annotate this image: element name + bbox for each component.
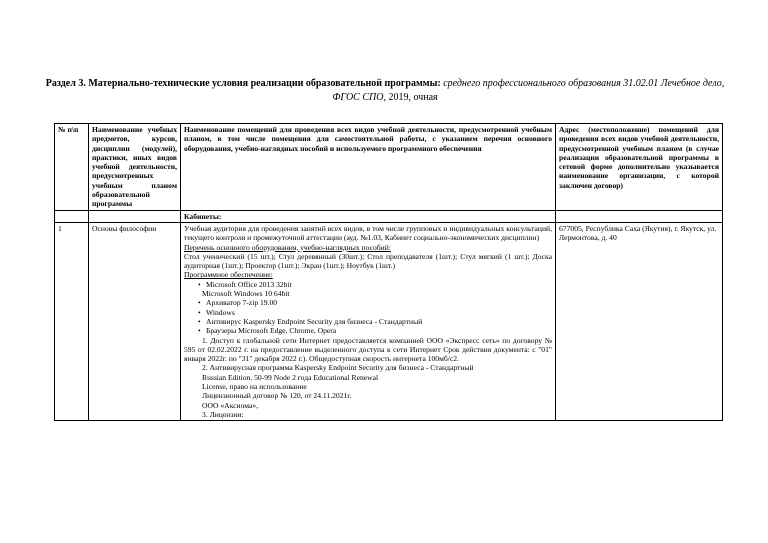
software-archiver: • Архиватор 7-zip 19.00 bbox=[184, 298, 552, 307]
row-rooms-cell bbox=[181, 222, 556, 420]
software-windows: • Windows bbox=[184, 308, 552, 317]
equipment-heading: Перечень основного оборудования, учебно-наглядных пособий: bbox=[184, 242, 391, 252]
antivirus-vendor: ООО «Аксиома», bbox=[202, 400, 259, 410]
title-program: среднего профессионального образования 31.02.01 Лечебное дело, ФГОС СПО, bbox=[332, 78, 725, 103]
internet-access-item: 1. Доступ к глобальной сети Интернет предоставляется компанией ООО «Экспресс сеть» по договору № 595 от 02.02.2022 г. на предоставление выделенного доступа к сети Интернет Срок действия документа: с "01" января 2022г. по "31" декабря 2022 г.). Общедоступная скорость интернета 100мб/с2. bbox=[184, 335, 552, 364]
title-bold: Раздел 3. Материально-технические условия реализации образовательной программы: bbox=[45, 78, 441, 89]
equipment-list: Стол ученический (15 шт.); Стул деревянный (30шт.); Стол преподавателя (1шт.); Стул мягкий (1 шт.); Доска аудиторная (1шт.); Проектор (1шт.); Экран (1шт.); Ноутбук (1шт.) bbox=[184, 251, 552, 271]
software-heading: Программное обеспечение: bbox=[184, 270, 273, 280]
antivirus-license: License, право на использование bbox=[202, 382, 307, 392]
software-office: • Microsoft Office 2013 32bit bbox=[184, 280, 552, 289]
row-num: 1 bbox=[55, 222, 89, 420]
table-row bbox=[55, 222, 723, 420]
licenses-item: 3. Лицензии: bbox=[202, 409, 244, 419]
room-description: Учебная аудитория для проведения занятий всех видов, в том числе групповых и индивидуальных консультаций, текущего контроля и промежуточной аттестации (ауд. №1.03, Кабинет социально-экономических дисциплин) bbox=[184, 223, 552, 243]
table-header-row bbox=[55, 124, 723, 211]
page-title bbox=[40, 77, 730, 105]
resources-table bbox=[54, 123, 723, 421]
title-year-form: 2019, очная bbox=[388, 92, 438, 103]
antivirus-contract: Лицензионный договор № 120, от 24.11.2021г. bbox=[202, 391, 352, 401]
software-antivirus: • Антивирус Kaspersky Endpoint Security для бизнеса - Стандартный bbox=[184, 317, 552, 326]
antivirus-edition: Russian Edition. 50-99 Node 2 года Educational Renewal bbox=[202, 372, 379, 382]
software-windows-os: Microsoft Windows 10 64bit bbox=[202, 289, 290, 299]
section-label: Кабинеты: bbox=[181, 210, 556, 222]
header-discipline: Наименование учебных предметов, курсов, дисциплин (модулей), практики, иных видов учебной деятельности, предусмотренных учебным планом образовательной программы bbox=[89, 124, 181, 211]
header-address: Адрес (местоположение) помещений для проведения всех видов учебной деятельности, предусмотренной учебным планом (в случае реализации образовательной программы в сетевой форме дополнительно указывается наименование организации, с которой заключен договор) bbox=[556, 124, 723, 211]
row-discipline: Основы философии bbox=[89, 222, 181, 420]
header-num: № п\п bbox=[55, 124, 89, 211]
row-address: 677005, Республика Саха (Якутия), г. Якутск, ул. Лермонтова, д. 40 bbox=[556, 222, 723, 420]
section-row bbox=[55, 210, 723, 222]
antivirus-item: 2. Антивирусная программа Kaspersky Endpoint Security для бизнеса - Стандартный bbox=[202, 363, 474, 373]
software-browsers: • Браузеры Microsoft Edge, Chrome, Opera bbox=[184, 326, 552, 335]
header-rooms: Наименование помещений для проведения всех видов учебной деятельности, предусмотренной учебным планом, в том числе помещения для самостоятельной работы, с указанием перечня основного оборудования, учебно-наглядных пособий и используемого программного обеспечения bbox=[181, 124, 556, 211]
